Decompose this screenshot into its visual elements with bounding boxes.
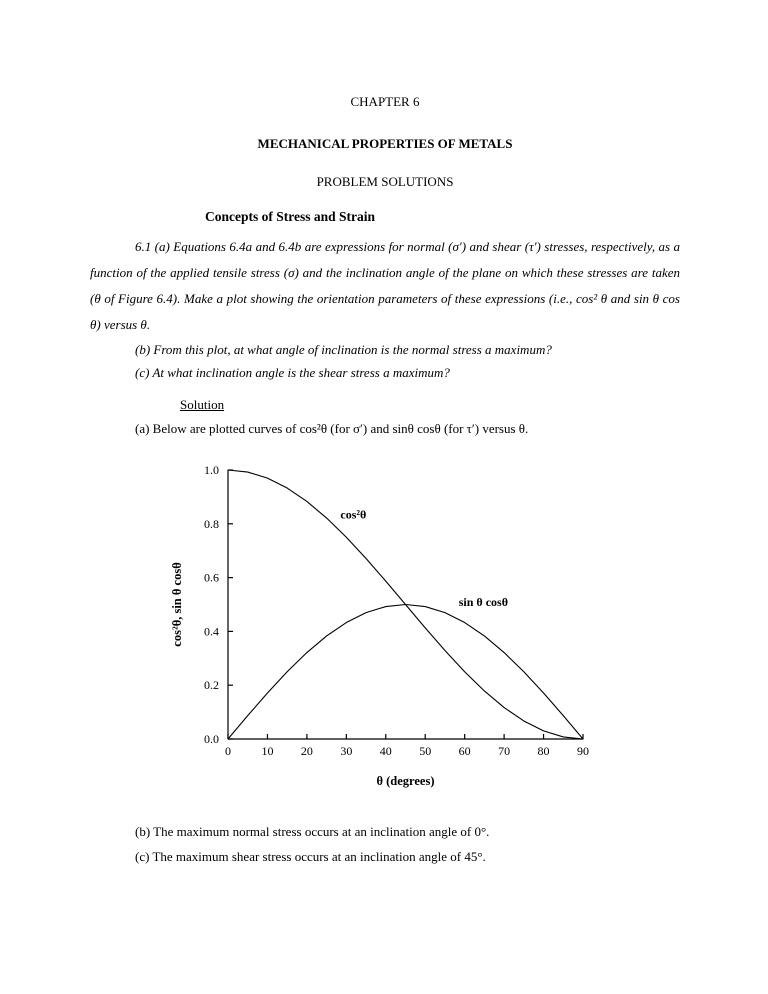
x-tick-label: 40 <box>379 744 392 758</box>
curve-annotation: sin θ cosθ <box>458 594 508 609</box>
curve-annotation: cos²θ <box>340 507 367 522</box>
problem-part-b: (b) From this plot, at what angle of inclination is the normal stress a maximum? <box>135 342 552 357</box>
x-tick-label: 70 <box>498 744 511 758</box>
y-tick-label: 0.6 <box>204 570 219 585</box>
answer-b: (b) The maximum normal stress occurs at an inclination angle of 0°. <box>135 824 490 839</box>
chapter-heading: CHAPTER 6 <box>350 94 420 109</box>
orientation-parameters-chart <box>165 460 680 794</box>
x-tick-label: 30 <box>340 744 353 758</box>
x-tick-label: 0 <box>225 744 231 758</box>
x-tick-label: 90 <box>577 744 589 758</box>
x-tick-label: 60 <box>458 744 471 758</box>
solution-label <box>180 397 680 412</box>
chart-svg <box>165 460 610 790</box>
y-tick-label: 0.0 <box>204 732 219 746</box>
document-title: MECHANICAL PROPERTIES OF METALS <box>257 136 513 151</box>
x-tick-label: 10 <box>261 744 274 758</box>
solution-intro: (a) Below are plotted curves of cos²θ (for σ′) and sinθ cosθ (for τ′) versus θ. <box>135 421 529 436</box>
y-axis-title: cos²θ, sin θ cosθ <box>170 562 184 647</box>
y-tick-label: 1.0 <box>204 463 219 477</box>
answer-c: (c) The maximum shear stress occurs at an inclination angle of 45°. <box>135 849 486 864</box>
curve-1 <box>228 605 583 740</box>
section-heading: Concepts of Stress and Strain <box>205 209 376 224</box>
y-tick-label: 0.4 <box>204 624 219 639</box>
x-tick-label: 80 <box>537 744 550 758</box>
x-axis-title: θ (degrees) <box>376 774 435 788</box>
y-tick-label: 0.2 <box>204 678 219 693</box>
solution-label-text: Solution <box>180 397 225 412</box>
problem-statement-a: 6.1 (a) Equations 6.4a and 6.4b are expressions for normal (σ′) and shear (τ′) stresses, respectively, as a function of the applied tensile stress (σ) and the inclination angle of the plane on which these stresses are taken (θ of Figure 6.4). Make a plot showing the orientation parameters of these expressions (i.e., cos² θ and sin θ cos θ) versus θ. <box>90 239 680 332</box>
x-tick-label: 20 <box>300 744 313 758</box>
problem-part-c: (c) At what inclination angle is the shear stress a maximum? <box>135 365 450 380</box>
y-tick-label: 0.8 <box>204 516 219 531</box>
x-tick-label: 50 <box>419 744 432 758</box>
document-subtitle: PROBLEM SOLUTIONS <box>316 174 454 189</box>
